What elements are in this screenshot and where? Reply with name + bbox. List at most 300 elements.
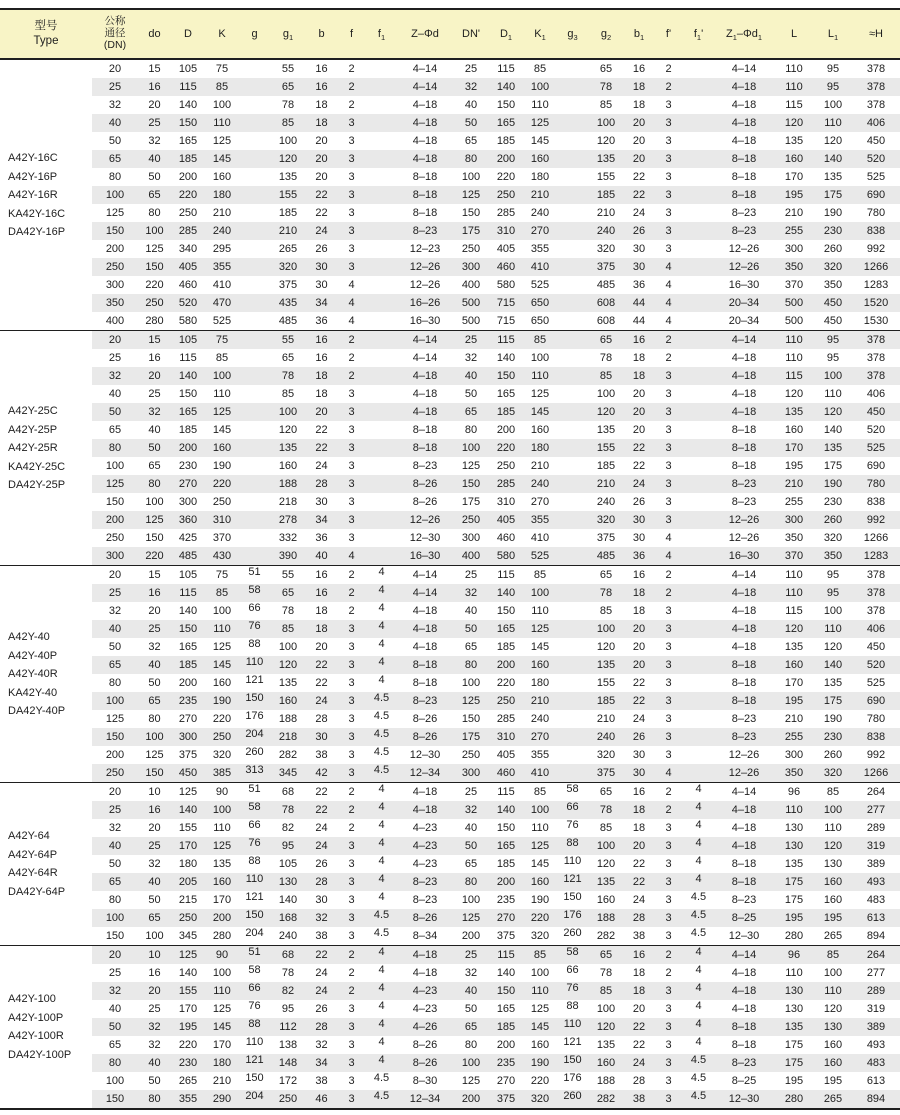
cell-f-prime: 3 bbox=[665, 713, 672, 725]
cell-k: 85 bbox=[215, 587, 229, 599]
cell-do: 50 bbox=[148, 1075, 161, 1087]
cell-f: 3 bbox=[348, 858, 355, 870]
cell-g1: 140 bbox=[278, 894, 298, 906]
cell-b: 38 bbox=[315, 1075, 328, 1087]
cell-g1: 95 bbox=[281, 840, 295, 852]
cell-b1: 18 bbox=[632, 81, 646, 93]
cell-k1: 320 bbox=[530, 1093, 550, 1105]
cell-z1-phi-d1: 8–18 bbox=[731, 695, 757, 707]
cell-b: 16 bbox=[315, 352, 328, 364]
cell-z-phi-d: 8–18 bbox=[412, 659, 438, 671]
cell-dn: 40 bbox=[108, 623, 122, 635]
cell-b1: 30 bbox=[632, 514, 646, 526]
cell-g3 bbox=[557, 57, 588, 75]
cell-g2: 65 bbox=[599, 63, 613, 75]
cell-g3 bbox=[557, 382, 588, 400]
cell-l: 350 bbox=[784, 767, 804, 779]
cell-f1 bbox=[366, 183, 397, 201]
cell-z-phi-d: 8–34 bbox=[412, 930, 438, 942]
cell-g3 bbox=[557, 526, 588, 544]
cell-g3 bbox=[557, 237, 588, 255]
cell-f1-prime: 4 bbox=[695, 783, 702, 795]
cell-d1: 235 bbox=[496, 1057, 516, 1069]
cell-f1-prime bbox=[683, 599, 714, 617]
model-label: A42Y-25R bbox=[8, 441, 58, 454]
cell-d: 340 bbox=[178, 243, 198, 255]
cell-d1: 310 bbox=[496, 225, 516, 237]
cell-d1: 310 bbox=[496, 496, 516, 508]
cell-dn: 150 bbox=[105, 225, 125, 237]
cell-z1-phi-d1: 4–18 bbox=[731, 822, 757, 834]
cell-z1-phi-d1: 4–18 bbox=[731, 605, 757, 617]
cell-d1: 405 bbox=[496, 243, 516, 255]
cell-g: 76 bbox=[248, 620, 261, 632]
cell-d: 265 bbox=[178, 1075, 198, 1087]
spec-row bbox=[0, 710, 900, 728]
cell-g2: 135 bbox=[596, 424, 616, 436]
cell-g1: 78 bbox=[281, 605, 295, 617]
cell-l1: 230 bbox=[823, 496, 843, 508]
cell-l1: 130 bbox=[823, 858, 843, 870]
cell-f: 2 bbox=[348, 99, 355, 111]
cell-d1: 310 bbox=[496, 731, 516, 743]
cell-dn: 65 bbox=[108, 153, 122, 165]
cell-f-prime: 3 bbox=[665, 985, 672, 997]
cell-k: 180 bbox=[212, 1057, 232, 1069]
cell-g2: 120 bbox=[596, 135, 616, 147]
cell-do: 32 bbox=[148, 858, 161, 870]
cell-g1: 85 bbox=[281, 388, 295, 400]
cell-l1: 110 bbox=[824, 117, 842, 129]
cell-l: 370 bbox=[784, 550, 804, 562]
cell-l: 135 bbox=[784, 858, 804, 870]
cell-do: 80 bbox=[148, 478, 161, 490]
cell-g2: 160 bbox=[596, 894, 616, 906]
cell-k: 370 bbox=[212, 532, 232, 544]
cell-d: 115 bbox=[179, 587, 197, 599]
cell-b1: 20 bbox=[632, 840, 646, 852]
cell-f: 3 bbox=[348, 1075, 355, 1087]
cell-f1 bbox=[366, 418, 397, 436]
cell-f: 3 bbox=[348, 840, 355, 852]
cell-z-phi-d: 4–18 bbox=[412, 641, 438, 653]
spec-row bbox=[0, 964, 900, 982]
cell-f1 bbox=[366, 111, 397, 129]
cell-z-phi-d: 4–18 bbox=[412, 605, 438, 617]
cell-d1: 200 bbox=[496, 1039, 516, 1051]
cell-k: 250 bbox=[212, 496, 232, 508]
cell-b: 22 bbox=[315, 949, 328, 961]
cell-g3: 260 bbox=[563, 1090, 582, 1102]
cell-k1: 270 bbox=[530, 496, 550, 508]
cell-b1: 18 bbox=[632, 587, 646, 599]
type-column-spacer bbox=[0, 584, 92, 602]
cell-g1: 100 bbox=[278, 406, 298, 418]
cell-h: 378 bbox=[866, 63, 886, 75]
cell-f1-prime bbox=[683, 490, 714, 508]
col-header-dn-out: DN' bbox=[462, 28, 480, 40]
cell-h: 378 bbox=[866, 587, 886, 599]
cell-d: 425 bbox=[178, 532, 198, 544]
cell-dn-out: 175 bbox=[461, 496, 481, 508]
spec-row bbox=[0, 873, 900, 891]
cell-k1: 240 bbox=[530, 713, 550, 725]
cell-z-phi-d: 4–14 bbox=[412, 334, 438, 346]
cell-f1-prime bbox=[683, 544, 714, 562]
cell-h: 613 bbox=[866, 912, 886, 924]
cell-g: 150 bbox=[245, 1072, 264, 1084]
cell-h: 264 bbox=[866, 786, 886, 798]
cell-f1-prime: 4 bbox=[695, 801, 702, 813]
cell-d1: 115 bbox=[497, 786, 515, 798]
cell-dn-out: 32 bbox=[464, 804, 478, 816]
cell-b: 16 bbox=[315, 587, 328, 599]
type-column-spacer bbox=[0, 927, 92, 945]
type-column-spacer bbox=[0, 746, 92, 764]
cell-l: 135 bbox=[784, 135, 804, 147]
spec-row bbox=[0, 783, 900, 801]
cell-z-phi-d: 4–18 bbox=[412, 370, 438, 382]
cell-d: 170 bbox=[178, 840, 198, 852]
cell-k1: 145 bbox=[530, 858, 550, 870]
cell-dn-out: 40 bbox=[464, 822, 478, 834]
cell-b1: 24 bbox=[632, 713, 646, 725]
cell-f1 bbox=[366, 57, 397, 75]
cell-l1: 85 bbox=[826, 949, 840, 961]
cell-dn: 100 bbox=[105, 460, 125, 472]
cell-do: 32 bbox=[148, 135, 161, 147]
cell-f-prime: 3 bbox=[665, 1057, 672, 1069]
cell-b1: 36 bbox=[632, 550, 646, 562]
cell-do: 32 bbox=[148, 1039, 161, 1051]
cell-f-prime: 3 bbox=[665, 731, 672, 743]
cell-d1: 200 bbox=[496, 876, 516, 888]
cell-dn-out: 175 bbox=[461, 225, 481, 237]
cell-f: 3 bbox=[348, 388, 355, 400]
cell-do: 150 bbox=[145, 767, 164, 779]
cell-g3 bbox=[557, 761, 588, 779]
cell-f: 3 bbox=[348, 912, 355, 924]
cell-f1-prime: 4 bbox=[695, 982, 702, 994]
cell-dn-out: 25 bbox=[464, 786, 478, 798]
cell-k: 410 bbox=[212, 279, 232, 291]
cell-h: 838 bbox=[866, 496, 886, 508]
cell-f1-prime: 4 bbox=[695, 837, 702, 849]
cell-z1-phi-d1: 4–18 bbox=[731, 985, 757, 997]
cell-do: 25 bbox=[148, 117, 161, 129]
cell-h: 483 bbox=[866, 1057, 886, 1069]
cell-b: 34 bbox=[315, 1057, 328, 1069]
cell-d1: 185 bbox=[496, 135, 516, 147]
cell-k1: 85 bbox=[533, 786, 547, 798]
cell-g3 bbox=[557, 544, 588, 562]
cell-f1-prime bbox=[683, 273, 714, 291]
cell-l: 350 bbox=[784, 261, 804, 273]
cell-f-prime: 3 bbox=[665, 659, 672, 671]
cell-g1: 218 bbox=[278, 496, 298, 508]
cell-h: 690 bbox=[866, 189, 886, 201]
cell-b1: 30 bbox=[632, 767, 646, 779]
cell-g bbox=[239, 328, 270, 346]
cell-g1: 135 bbox=[278, 677, 298, 689]
cell-k: 100 bbox=[212, 605, 232, 617]
spec-row bbox=[0, 367, 900, 385]
cell-g3 bbox=[557, 328, 588, 346]
cell-g: 110 bbox=[245, 873, 264, 885]
cell-z1-phi-d1: 8–18 bbox=[731, 1039, 757, 1051]
cell-f1: 4 bbox=[378, 855, 385, 867]
cell-g bbox=[239, 57, 270, 75]
cell-f1-prime bbox=[683, 436, 714, 454]
cell-g2: 185 bbox=[596, 460, 616, 472]
cell-z1-phi-d1: 8–23 bbox=[731, 731, 757, 743]
cell-f: 3 bbox=[348, 189, 355, 201]
cell-do: 50 bbox=[148, 894, 161, 906]
cell-k1: 110 bbox=[531, 605, 549, 617]
cell-k1: 180 bbox=[530, 171, 550, 183]
cell-l: 210 bbox=[784, 478, 804, 490]
cell-h: 493 bbox=[866, 876, 886, 888]
cell-z-phi-d: 4–23 bbox=[412, 822, 438, 834]
cell-d: 200 bbox=[178, 171, 198, 183]
cell-l: 300 bbox=[784, 514, 804, 526]
cell-g bbox=[239, 526, 270, 544]
cell-h: 378 bbox=[866, 334, 886, 346]
cell-l1: 120 bbox=[823, 1003, 843, 1015]
cell-l: 115 bbox=[785, 605, 803, 617]
cell-h: 992 bbox=[866, 514, 886, 526]
cell-f1 bbox=[366, 237, 397, 255]
cell-dn-out: 32 bbox=[464, 967, 478, 979]
cell-dn: 25 bbox=[108, 587, 122, 599]
cell-g2: 100 bbox=[596, 388, 616, 400]
spec-row bbox=[0, 982, 900, 1000]
cell-dn: 20 bbox=[108, 334, 122, 346]
cell-d: 155 bbox=[178, 985, 198, 997]
cell-do: 15 bbox=[148, 569, 161, 581]
spec-row bbox=[0, 746, 900, 764]
cell-do: 25 bbox=[148, 840, 161, 852]
cell-f1-prime bbox=[683, 418, 714, 436]
cell-b1: 26 bbox=[632, 496, 646, 508]
cell-d: 105 bbox=[178, 569, 198, 581]
cell-h: 1266 bbox=[863, 261, 889, 273]
cell-h: 1530 bbox=[863, 315, 889, 327]
cell-do: 32 bbox=[148, 406, 161, 418]
cell-f1-prime bbox=[683, 346, 714, 364]
cell-f1-prime bbox=[683, 219, 714, 237]
cell-z1-phi-d1: 4–18 bbox=[731, 641, 757, 653]
cell-dn: 350 bbox=[105, 297, 125, 309]
spec-row bbox=[0, 946, 900, 964]
cell-b1: 22 bbox=[632, 876, 646, 888]
cell-g bbox=[239, 454, 270, 472]
cell-l1: 95 bbox=[826, 569, 840, 581]
cell-z-phi-d: 4–18 bbox=[412, 786, 438, 798]
cell-b: 24 bbox=[315, 967, 328, 979]
cell-h: 378 bbox=[866, 352, 886, 364]
spec-row bbox=[0, 529, 900, 547]
cell-l1: 110 bbox=[824, 985, 842, 997]
cell-l1: 100 bbox=[823, 370, 843, 382]
cell-k: 250 bbox=[212, 731, 232, 743]
cell-h: 1266 bbox=[863, 532, 889, 544]
cell-d: 200 bbox=[178, 442, 198, 454]
cell-dn: 150 bbox=[105, 1093, 125, 1105]
model-label: A42Y-40 bbox=[8, 630, 50, 643]
cell-z-phi-d: 8–26 bbox=[412, 496, 438, 508]
cell-d: 230 bbox=[178, 1057, 198, 1069]
cell-g2: 375 bbox=[596, 767, 616, 779]
cell-k: 90 bbox=[215, 949, 229, 961]
cell-z1-phi-d1: 8–18 bbox=[731, 189, 757, 201]
cell-do: 16 bbox=[148, 352, 161, 364]
model-label: KA42Y-16C bbox=[8, 207, 66, 220]
cell-f-prime: 2 bbox=[665, 569, 672, 581]
cell-f1 bbox=[366, 508, 397, 526]
cell-do: 50 bbox=[148, 677, 161, 689]
cell-d1: 115 bbox=[497, 569, 515, 581]
cell-g bbox=[239, 165, 270, 183]
cell-h: 389 bbox=[866, 1021, 886, 1033]
model-label: A42Y-64R bbox=[8, 867, 58, 879]
cell-do: 65 bbox=[148, 695, 161, 707]
cell-f: 2 bbox=[348, 967, 355, 979]
cell-g1: 55 bbox=[281, 334, 295, 346]
cell-k1: 160 bbox=[530, 153, 550, 165]
cell-z1-phi-d1: 4–18 bbox=[731, 370, 757, 382]
cell-l1: 95 bbox=[826, 63, 840, 75]
cell-b: 22 bbox=[315, 786, 328, 798]
cell-d1: 220 bbox=[496, 442, 516, 454]
cell-g2: 185 bbox=[596, 189, 616, 201]
cell-b: 24 bbox=[315, 840, 328, 852]
cell-b1: 22 bbox=[632, 442, 646, 454]
cell-g: 66 bbox=[248, 819, 261, 831]
model-label: DA42Y-40P bbox=[8, 704, 66, 717]
cell-b1: 28 bbox=[632, 912, 646, 924]
cell-k: 210 bbox=[212, 207, 232, 219]
cell-do: 100 bbox=[145, 225, 164, 237]
cell-h: 1283 bbox=[863, 279, 889, 291]
cell-g1: 485 bbox=[278, 315, 298, 327]
cell-g bbox=[239, 93, 270, 111]
cell-l: 120 bbox=[784, 623, 804, 635]
cell-k: 200 bbox=[212, 912, 232, 924]
cell-dn-out: 40 bbox=[464, 99, 478, 111]
spec-row bbox=[0, 584, 900, 602]
cell-g1: 138 bbox=[278, 1039, 298, 1051]
cell-z-phi-d: 4–18 bbox=[412, 949, 438, 961]
bottom-border-line bbox=[0, 1108, 900, 1110]
cell-f1-prime: 4 bbox=[695, 819, 702, 831]
cell-dn-out: 250 bbox=[461, 749, 481, 761]
cell-f1 bbox=[366, 364, 397, 382]
cell-z1-phi-d1: 12–26 bbox=[728, 261, 760, 273]
cell-d: 220 bbox=[178, 1039, 198, 1051]
cell-z-phi-d: 4–18 bbox=[412, 967, 438, 979]
cell-d: 155 bbox=[178, 822, 198, 834]
cell-d1: 115 bbox=[497, 63, 515, 75]
cell-f1: 4 bbox=[378, 620, 385, 632]
cell-k1: 145 bbox=[530, 406, 550, 418]
cell-f: 4 bbox=[348, 279, 355, 291]
cell-b1: 20 bbox=[632, 1003, 646, 1015]
cell-f1: 4 bbox=[378, 1036, 385, 1048]
cell-f: 4 bbox=[348, 315, 355, 327]
cell-d1: 220 bbox=[496, 171, 516, 183]
cell-f-prime: 4 bbox=[665, 261, 672, 273]
cell-g1: 120 bbox=[278, 659, 298, 671]
cell-d: 150 bbox=[178, 623, 198, 635]
cell-dn: 25 bbox=[108, 352, 122, 364]
cell-dn: 65 bbox=[108, 659, 122, 671]
cell-d: 215 bbox=[178, 894, 198, 906]
cell-f1-prime bbox=[683, 472, 714, 490]
cell-b: 18 bbox=[315, 99, 328, 111]
cell-g bbox=[239, 273, 270, 291]
cell-z1-phi-d1: 8–23 bbox=[731, 894, 757, 906]
type-column-spacer bbox=[0, 764, 92, 782]
cell-f: 2 bbox=[348, 949, 355, 961]
cell-g3 bbox=[557, 111, 588, 129]
cell-k1: 145 bbox=[530, 1021, 550, 1033]
cell-k: 75 bbox=[215, 334, 229, 346]
cell-l1: 190 bbox=[823, 207, 843, 219]
spec-row bbox=[0, 855, 900, 873]
cell-f-prime: 3 bbox=[665, 442, 672, 454]
cell-dn-out: 65 bbox=[464, 1021, 478, 1033]
cell-f1-prime: 4 bbox=[695, 873, 702, 885]
cell-dn: 65 bbox=[108, 1039, 122, 1051]
cell-f-prime: 3 bbox=[665, 478, 672, 490]
cell-dn: 125 bbox=[105, 713, 125, 725]
cell-do: 100 bbox=[145, 731, 164, 743]
cell-l1: 100 bbox=[823, 967, 843, 979]
cell-b1: 22 bbox=[632, 1039, 646, 1051]
cell-h: 894 bbox=[866, 930, 886, 942]
cell-z-phi-d: 8–23 bbox=[412, 460, 438, 472]
spec-row bbox=[0, 349, 900, 367]
cell-b: 28 bbox=[315, 1021, 328, 1033]
cell-z-phi-d: 4–18 bbox=[412, 623, 438, 635]
cell-dn-out: 100 bbox=[461, 677, 481, 689]
cell-h: 520 bbox=[866, 153, 886, 165]
cell-z1-phi-d1: 8–23 bbox=[731, 713, 757, 725]
cell-k1: 180 bbox=[530, 442, 550, 454]
cell-l1: 175 bbox=[823, 460, 843, 472]
cell-f1 bbox=[366, 93, 397, 111]
cell-z1-phi-d1: 8–23 bbox=[731, 207, 757, 219]
cell-b: 22 bbox=[315, 424, 328, 436]
cell-k: 100 bbox=[212, 967, 232, 979]
cell-do: 15 bbox=[148, 334, 161, 346]
cell-f1: 4 bbox=[378, 584, 385, 596]
cell-f1-prime bbox=[683, 237, 714, 255]
cell-f1: 4 bbox=[378, 982, 385, 994]
cell-g2: 188 bbox=[596, 1075, 616, 1087]
cell-d: 170 bbox=[178, 1003, 198, 1015]
cell-do: 65 bbox=[148, 460, 161, 472]
cell-b: 46 bbox=[315, 1093, 328, 1105]
cell-f: 3 bbox=[348, 641, 355, 653]
cell-l1: 160 bbox=[823, 1057, 843, 1069]
cell-k1: 355 bbox=[530, 514, 550, 526]
cell-z-phi-d: 4–23 bbox=[412, 840, 438, 852]
cell-b: 24 bbox=[315, 695, 328, 707]
cell-k1: 525 bbox=[530, 279, 550, 291]
cell-g2: 78 bbox=[599, 804, 613, 816]
